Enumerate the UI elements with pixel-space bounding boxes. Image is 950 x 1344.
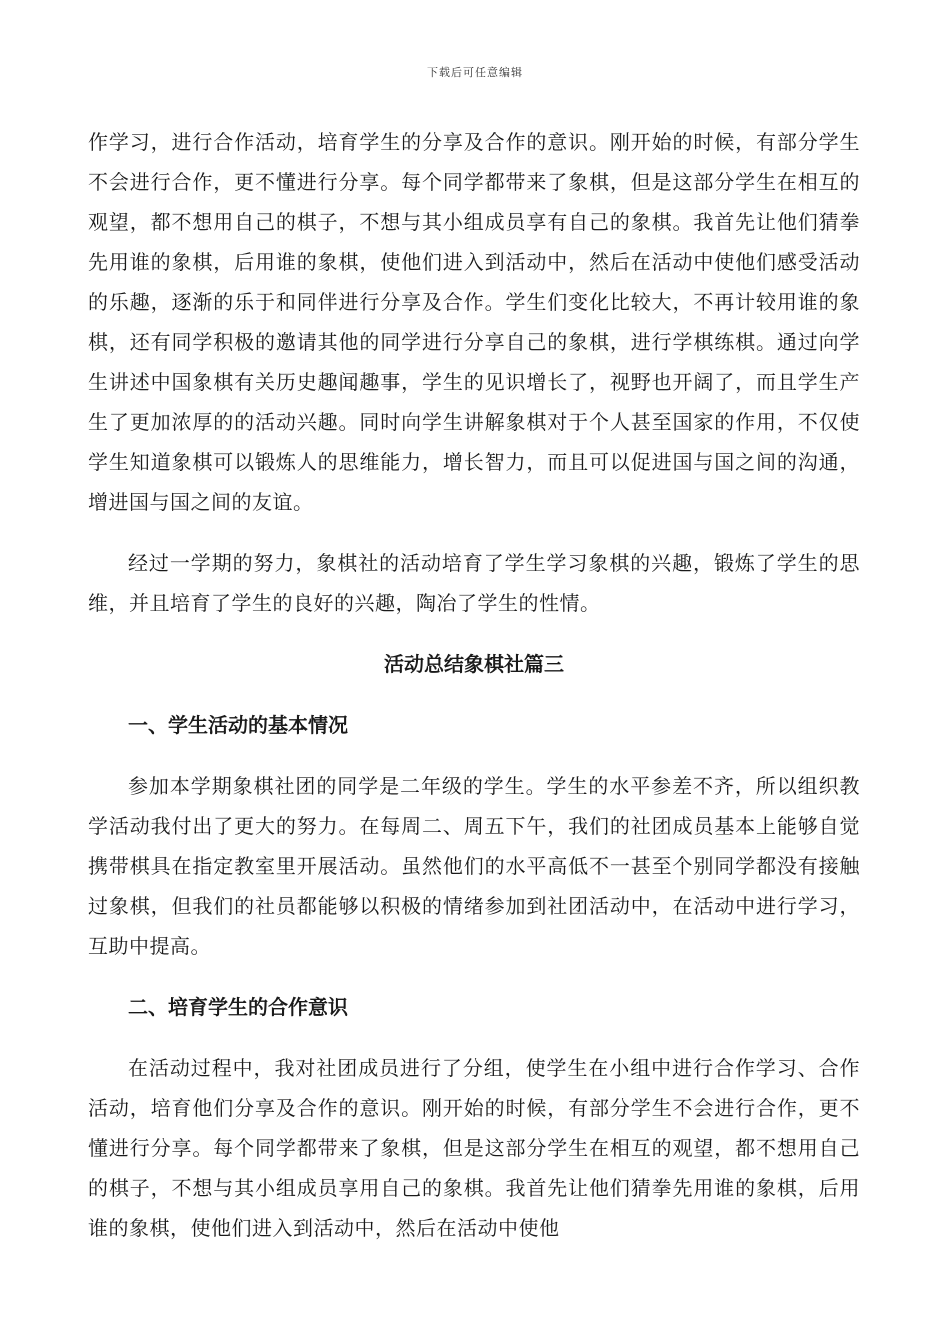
paragraph-basic-situation: 参加本学期象棋社团的同学是二年级的学生。学生的水平参差不齐，所以组织教学活动我付出了更大的努力。在每周二、周五下午，我们的社团成员基本上能够自觉携带棋具在指定教室里开展活动。虽然他们的水平高低不一甚至个别同学都没有接触过象棋，但我们的社员都能够以积极的情绪参加到社团活动中，在活动中进行学习，互助中提高。 — [88, 774, 860, 958]
paragraph-continued: 作学习，进行合作活动，培育学生的分享及合作的意识。刚开始的时候，有部分学生不会进行合作，更不懂进行分享。每个同学都带来了象棋，但是这部分学生在相互的观望，都不想用自己的棋子，不想与其小组成员享有自己的象棋。我首先让他们猜拳先用谁的象棋，后用谁的象棋，使他们进入到活动中，然后在活动中使他们感受活动的乐趣，逐渐的乐于和同伴进行分享及合作。学生们变化比较大，不再计较用谁的象棋，还有同学积极的邀请其他的同学进行分享自己的象棋，进行学棋练棋。通过向学生讲述中国象棋有关历史趣闻趣事，学生的见识增长了，视野也开阔了，而且学生产生了更加浓厚的的活动兴趣。同时向学生讲解象棋对于个人甚至国家的作用，不仅使学生知道象棋可以锻炼人的思维能力，增长智力，而且可以促进国与国之间的沟通，增进国与国之间的友谊。 — [88, 130, 860, 514]
heading-basic-situation: 一、学生活动的基本情况 — [128, 713, 348, 737]
page-header: 下载后可任意编辑 — [427, 66, 523, 79]
paragraph-summary: 经过一学期的努力，象棋社的活动培育了学生学习象棋的兴趣，锻炼了学生的思维，并且培育了学生的良好的兴趣，陶冶了学生的性情。 — [88, 551, 860, 615]
paragraph-cooperation: 在活动过程中，我对社团成员进行了分组，使学生在小组中进行合作学习、合作活动，培育他们分享及合作的意识。刚开始的时候，有部分学生不会进行合作，更不懂进行分享。每个同学都带来了象棋，但是这部分学生在相互的观望，都不想用自己的棋子，不想与其小组成员享用自己的象棋。我首先让他们猜拳先用谁的象棋，后用谁的象棋，使他们进入到活动中，然后在活动中使他 — [88, 1056, 860, 1240]
section-title: 活动总结象棋社篇三 — [384, 652, 564, 676]
heading-cooperation: 二、培育学生的合作意识 — [128, 995, 348, 1019]
document-body — [88, 122, 860, 1248]
